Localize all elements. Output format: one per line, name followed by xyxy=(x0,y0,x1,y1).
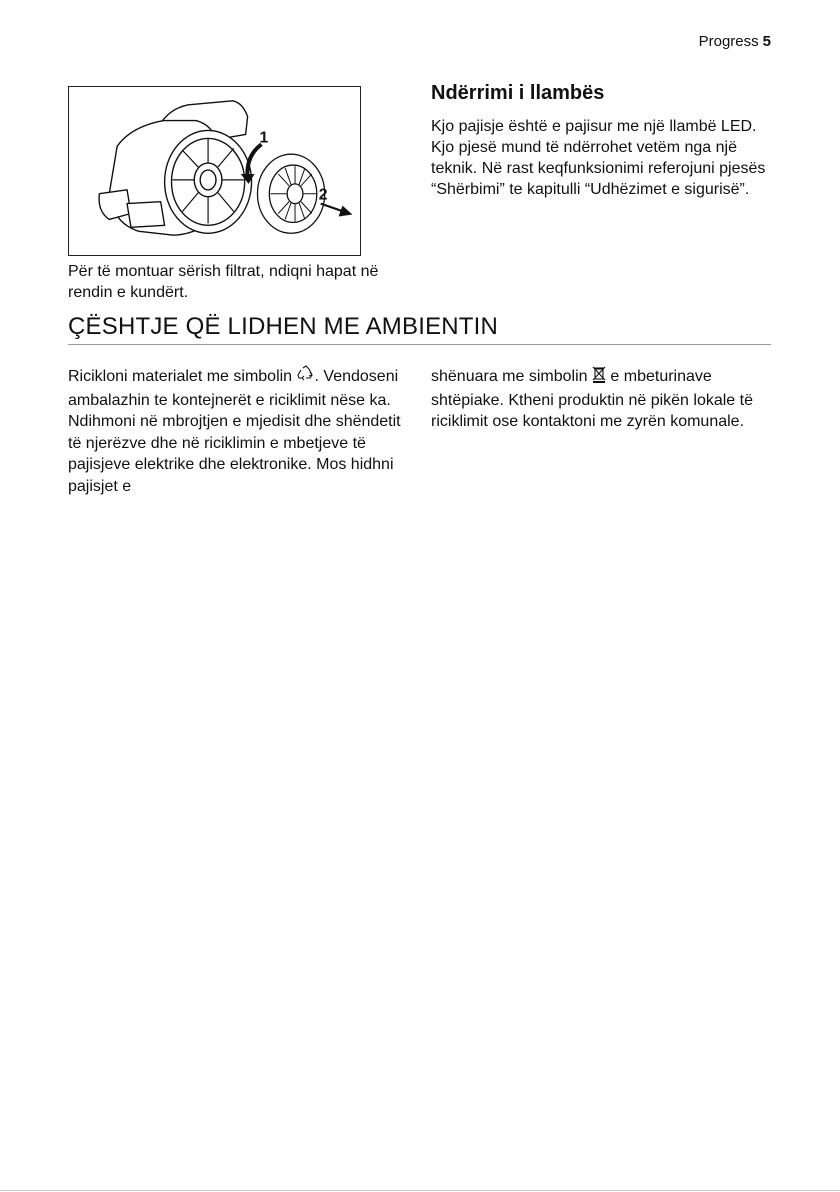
figure-label-2: 2 xyxy=(318,186,328,204)
brand-name: Progress xyxy=(698,33,759,50)
page-bottom-rule xyxy=(0,1190,840,1191)
recycle-icon xyxy=(297,365,315,390)
weee-text-start: shënuara me simbolin xyxy=(431,368,592,385)
crossed-bin-icon xyxy=(592,365,606,390)
filter-removal-figure xyxy=(68,86,361,256)
environment-text-right xyxy=(431,365,776,433)
figure-label-1: 1 xyxy=(259,129,269,147)
environment-section-title: ÇËSHTJE QË LIDHEN ME AMBIENTIN xyxy=(68,313,771,345)
figure-caption: Për të montuar sërish filtrat, ndiqni hapat në rendin e kundërt. xyxy=(68,263,379,301)
weee-text-end: e mbeturinave shtëpiake. Ktheni produktin në pikën lokale të riciklimit ose kontaktoni me zyrën komunale. xyxy=(431,368,753,430)
fan-filter-illustration xyxy=(69,87,360,255)
environment-text-left xyxy=(68,365,413,497)
page-number: 5 xyxy=(762,33,771,50)
lamp-heading: Ndërrimi i llambës xyxy=(431,82,605,104)
page-header xyxy=(699,33,771,50)
lamp-text: Kjo pajisje është e pajisur me një llambë LED. Kjo pjesë mund të ndërrohet vetëm nga një teknik. Në rast keqfunksionimi referojuni pjesës “Shërbimi” te kapitulli “Udhëzimet e sigurisë”. xyxy=(431,118,766,198)
recycle-text-end: . Vendoseni ambalazhin te kontejnerët e riciklimit nëse ka. Ndihmoni në mbrojtjen e mjedisit dhe shëndetit të njerëzve dhe në riciklimin e mbetjeve të pajisjeve elektrike dhe elektronike. Mos hidhni pajisjet e xyxy=(68,368,401,495)
recycle-text-start: Ricikloni materialet me simbolin xyxy=(68,368,297,385)
